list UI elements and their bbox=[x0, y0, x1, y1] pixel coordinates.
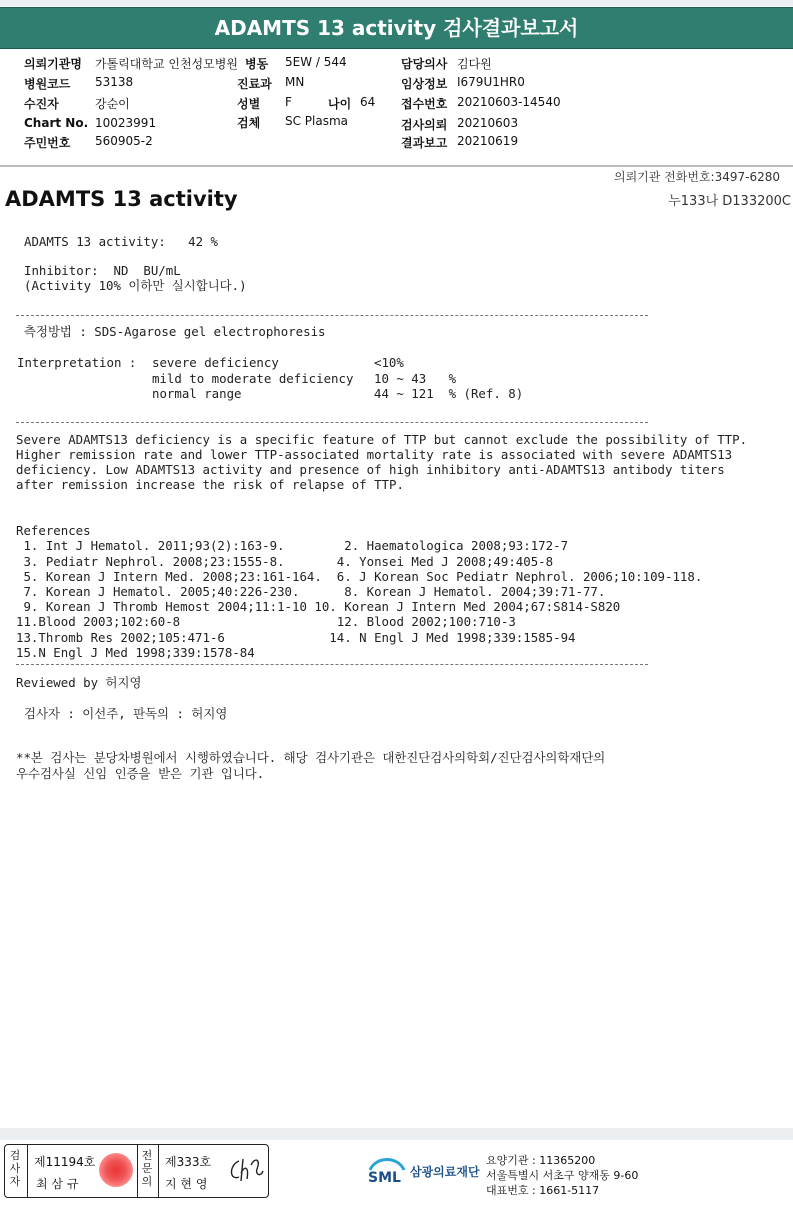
reference-line: 11.Blood 2003;102:60-8 12. Blood 2002;100:710-3 bbox=[16, 614, 516, 629]
specimen-value: SC Plasma bbox=[285, 114, 349, 128]
reference-line: 13.Thromb Res 2002;105:471-6 14. N Engl J Med 1998;339:1585-94 bbox=[16, 630, 576, 645]
sml-logo-icon bbox=[366, 1152, 408, 1194]
reference-line: 15.N Engl J Med 1998;339:1578-84 bbox=[16, 645, 255, 660]
sex-value: F bbox=[285, 95, 292, 109]
paragraph-line: deficiency. Low ADAMTS13 activity and presence of high inhibitory anti-ADAMTS13 antibody titers bbox=[16, 462, 725, 477]
examiner-line: 검사자 : 이선주, 판독의 : 허지영 bbox=[24, 706, 228, 721]
reference-line: 3. Pediatr Nephrol. 2008;23:1555-8. 4. Yonsei Med J 2008;49:405-8 bbox=[16, 554, 554, 569]
foundation-address bbox=[486, 1153, 638, 1198]
receipt-label: 접수번호 bbox=[401, 97, 448, 111]
request-value: 20210603 bbox=[457, 116, 519, 130]
separator bbox=[16, 315, 648, 316]
hospcode-label: 병원코드 bbox=[24, 77, 71, 91]
id-label: 주민번호 bbox=[24, 136, 71, 150]
patient-value: 강순이 bbox=[95, 97, 130, 111]
age-value: 64 bbox=[360, 95, 376, 109]
paragraph-line: Severe ADAMTS13 deficiency is a specific feature of TTP but cannot exclude the possibility of TTP. bbox=[16, 432, 748, 447]
paragraph-line: after remission increase the risk of relapse of TTP. bbox=[16, 477, 404, 492]
reference-line: 9. Korean J Thromb Hemost 2004;11:1-10 10. Korean J Intern Med 2004;67:S814-S820 bbox=[16, 599, 621, 614]
interp-range-severe: <10% bbox=[374, 355, 404, 370]
hospcode-value: 53138 bbox=[95, 75, 134, 89]
chart-label: Chart No. bbox=[24, 116, 89, 130]
signature-box bbox=[4, 1144, 269, 1198]
seal-stamp-icon bbox=[99, 1153, 133, 1187]
requester-phone: 의뢰기관 전화번호:3497-6280 bbox=[613, 170, 780, 184]
reference-line: 5. Korean J Intern Med. 2008;23:161-164. 6. J Korean Soc Pediatr Nephrol. 2006;10:109-118. bbox=[16, 569, 703, 584]
info-divider bbox=[0, 165, 793, 167]
top-strip bbox=[0, 0, 793, 6]
request-label: 검사의뢰 bbox=[401, 118, 448, 132]
separator bbox=[16, 422, 648, 423]
license-number: 제333호 bbox=[165, 1155, 212, 1169]
ward-value: 5EW / 544 bbox=[285, 55, 347, 69]
specialist-name: 지 현 영 bbox=[165, 1177, 208, 1191]
patient-info-block bbox=[0, 48, 793, 164]
phone-line: 대표번호 : 1661-5117 bbox=[486, 1184, 600, 1197]
interp-range-mild: 10 ~ 43 % bbox=[374, 371, 457, 386]
doctor-label: 담당의사 bbox=[401, 57, 448, 71]
paragraph-line: Higher remission rate and lower TTP-associated mortality rate is associated with severe ADAMTS13 bbox=[16, 447, 733, 462]
foundation-name: 삼광의료재단 bbox=[410, 1165, 480, 1179]
age-label: 나이 bbox=[328, 97, 352, 111]
stamp-divider bbox=[137, 1145, 138, 1197]
chart-value: 10023991 bbox=[95, 116, 157, 130]
institution-label: 의뢰기관명 bbox=[24, 57, 82, 71]
svg-text:SML: SML bbox=[368, 1170, 401, 1186]
reviewed-by: Reviewed by 허지영 bbox=[16, 675, 142, 690]
inhibitor-note: (Activity 10% 이하만 실시합니다.) bbox=[24, 278, 247, 293]
references-label: References bbox=[16, 523, 91, 538]
institution-value: 가톨릭대학교 인천성모병원 bbox=[95, 57, 238, 71]
stamp-divider bbox=[27, 1145, 28, 1197]
institution-code: 요양기관 : 11365200 bbox=[486, 1154, 596, 1167]
footer-divider bbox=[0, 1128, 793, 1140]
doctor-value: 김다원 bbox=[457, 57, 492, 71]
notice-line: 우수검사실 신임 인증을 받은 기관 입니다. bbox=[16, 766, 265, 781]
reference-line: 1. Int J Hematol. 2011;93(2):163-9. 2. Haematologica 2008;93:172-7 bbox=[16, 538, 569, 553]
clinical-value: I679U1HR0 bbox=[457, 75, 525, 89]
receipt-value: 20210603-14540 bbox=[457, 95, 561, 109]
address-line: 서울특별시 서초구 양재동 9-60 bbox=[486, 1169, 639, 1182]
result-value: 20210619 bbox=[457, 134, 519, 148]
interp-name-normal: normal range bbox=[152, 386, 242, 401]
stamp-vertical-label: 전 문 의 bbox=[141, 1149, 153, 1188]
report-title: ADAMTS 13 activity 검사결과보고서 bbox=[214, 16, 579, 40]
stamp-vertical-label: 검 사 자 bbox=[9, 1149, 21, 1188]
title-bar bbox=[0, 7, 793, 49]
specimen-label: 검체 bbox=[237, 116, 261, 130]
signature-icon bbox=[227, 1155, 265, 1185]
interp-name-mild: mild to moderate deficiency bbox=[152, 371, 354, 386]
stamp-divider bbox=[158, 1145, 159, 1197]
clinical-label: 임상정보 bbox=[401, 77, 448, 91]
license-number: 제11194호 bbox=[34, 1155, 96, 1169]
patient-label: 수진자 bbox=[24, 97, 59, 111]
interpretation-label: Interpretation : bbox=[17, 355, 137, 370]
method-text: 측정방법 : SDS-Agarose gel electrophoresis bbox=[24, 324, 326, 339]
report-code: 누133나 D133200C bbox=[668, 194, 791, 209]
separator bbox=[16, 664, 648, 665]
notice-line: **본 검사는 분당차병원에서 시행하였습니다. 해당 검사기관은 대한진단검사의학회/진단검사의학재단의 bbox=[16, 750, 606, 765]
reference-line: 7. Korean J Hematol. 2005;40:226-230. 8. Korean J Hematol. 2004;39:71-77. bbox=[16, 584, 606, 599]
dept-label: 진료과 bbox=[237, 77, 272, 91]
inhibitor-result: Inhibitor: ND BU/mL bbox=[24, 263, 181, 278]
id-value: 560905-2 bbox=[95, 134, 153, 148]
sex-label: 성별 bbox=[237, 97, 261, 111]
interp-range-normal: 44 ~ 121 % (Ref. 8) bbox=[374, 386, 524, 401]
result-label: 결과보고 bbox=[401, 136, 448, 150]
examiner-name: 최 삼 규 bbox=[36, 1177, 79, 1191]
activity-result: ADAMTS 13 activity: 42 % bbox=[24, 234, 218, 249]
dept-value: MN bbox=[285, 75, 305, 89]
ward-label: 병동 bbox=[245, 57, 269, 71]
interp-name-severe: severe deficiency bbox=[152, 355, 279, 370]
test-title: ADAMTS 13 activity bbox=[5, 187, 238, 211]
